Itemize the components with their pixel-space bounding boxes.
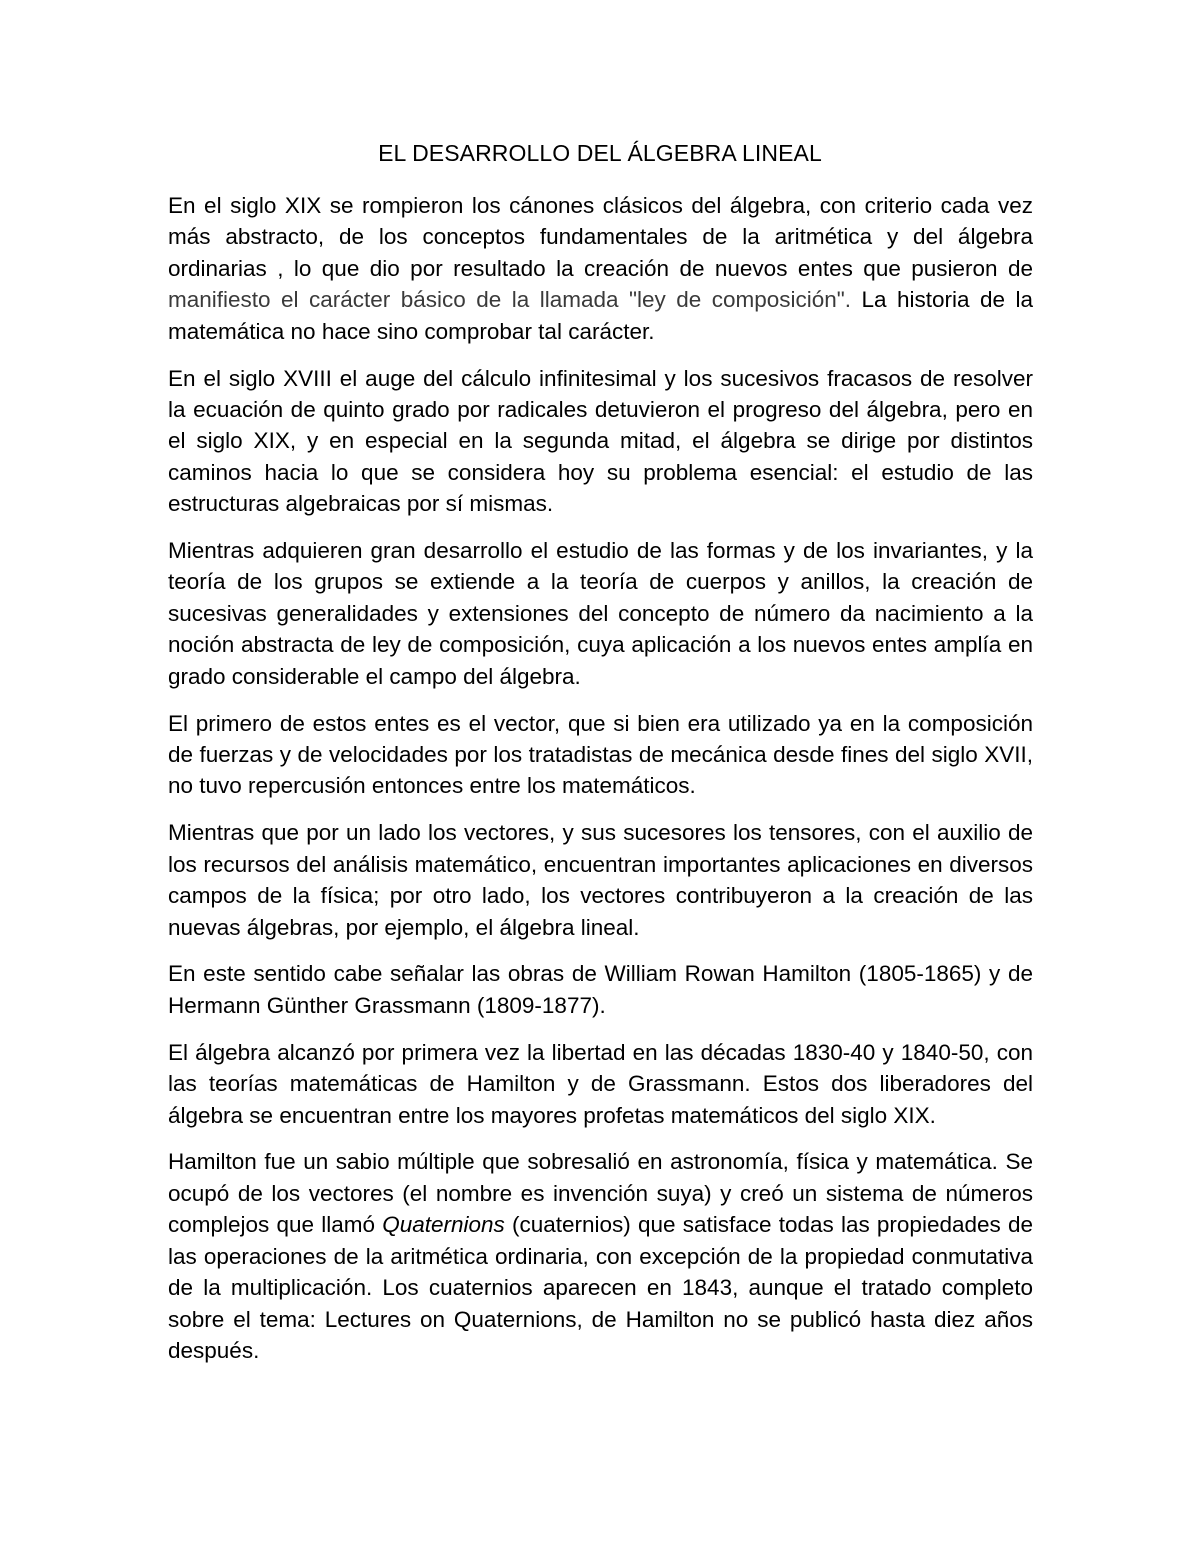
paragraph-1-part-c: La historia de la matemática no hace sino comprobar tal carácter. (168, 287, 1033, 344)
paragraph-8-part-c: (cuaternios) que satisface todas las propiedades de las operaciones de la aritmética ordinaria, con excepción de la propiedad conmutativa de la multiplicación. Los cuaternios aparecen en 1843, aunque el tratado completo sobre el tema: Lectures on Quaternions, de Hamilton no se publicó hasta diez años después. (168, 1212, 1033, 1363)
paragraph-2: En el siglo XVIII el auge del cálculo infinitesimal y los sucesivos fracasos de resolver la ecuación de quinto grado por radicales detuvieron el progreso del álgebra, pero en el siglo XIX, y en especial en la segunda mitad, el álgebra se dirige por distintos caminos hacia lo que se considera hoy su problema esencial: el estudio de las estructuras algebraicas por sí mismas. (168, 365, 1033, 517)
paragraph-1-part-b: manifiesto el carácter básico de la llamada "ley de composición". (168, 287, 852, 313)
paragraph-1 (168, 190, 1033, 347)
quaternions-term: Quaternions (382, 1212, 505, 1238)
paragraph-3: Mientras adquieren gran desarrollo el estudio de las formas y de los invariantes, y la teoría de los grupos se extiende a la teoría de cuerpos y anillos, la creación de sucesivas generalidades y extensiones del concepto de número da nacimiento a la noción abstracta de ley de composición, cuya aplicación a los nuevos entes amplía en grado considerable el campo del álgebra. (168, 538, 1033, 689)
paragraph-7: El álgebra alcanzó por primera vez la libertad en las décadas 1830-40 y 1840-50, con las teorías matemáticas de Hamilton y de Grassmann. Estos dos liberadores del álgebra se encuentran entre los mayores profetas matemáticos del siglo XIX. (168, 1039, 1033, 1128)
document-body (168, 190, 1033, 1382)
document-title: EL DESARROLLO DEL ÁLGEBRA LINEAL (378, 140, 822, 166)
paragraph-5: Mientras que por un lado los vectores, y sus sucesores los tensores, con el auxilio de los recursos del análisis matemático, encuentran importantes aplicaciones en diversos campos de la física; por otro lado, los vectores contribuyeron a la creación de las nuevas álgebras, por ejemplo, el álgebra lineal. (168, 820, 1033, 940)
paragraph-4: El primero de estos entes es el vector, que si bien era utilizado ya en la composición de fuerzas y de velocidades por los tratadistas de mecánica desde fines del siglo XVII, no tuvo repercusión entonces entre los matemáticos. (168, 710, 1033, 799)
paragraph-8-part-a: Hamilton fue un sabio múltiple que sobresalió en astronomía, física y matemática. Se ocupó de los vectores (el nombre es invención suya) y creó un sistema de números complejos que llamó (168, 1149, 1033, 1238)
paragraph-1-part-a: En el siglo XIX se rompieron los cánones clásicos del álgebra, con criterio cada vez más abstracto, de los conceptos fundamentales de la aritmética y del álgebra ordinarias , lo que dio por resultado la creación de nuevos entes que pusieron de (168, 193, 1033, 281)
paragraph-8 (168, 1146, 1033, 1366)
paragraph-6: En este sentido cabe señalar las obras de William Rowan Hamilton (1805-1865) y de Hermann Günther Grassmann (1809-1877). (168, 961, 1033, 1018)
